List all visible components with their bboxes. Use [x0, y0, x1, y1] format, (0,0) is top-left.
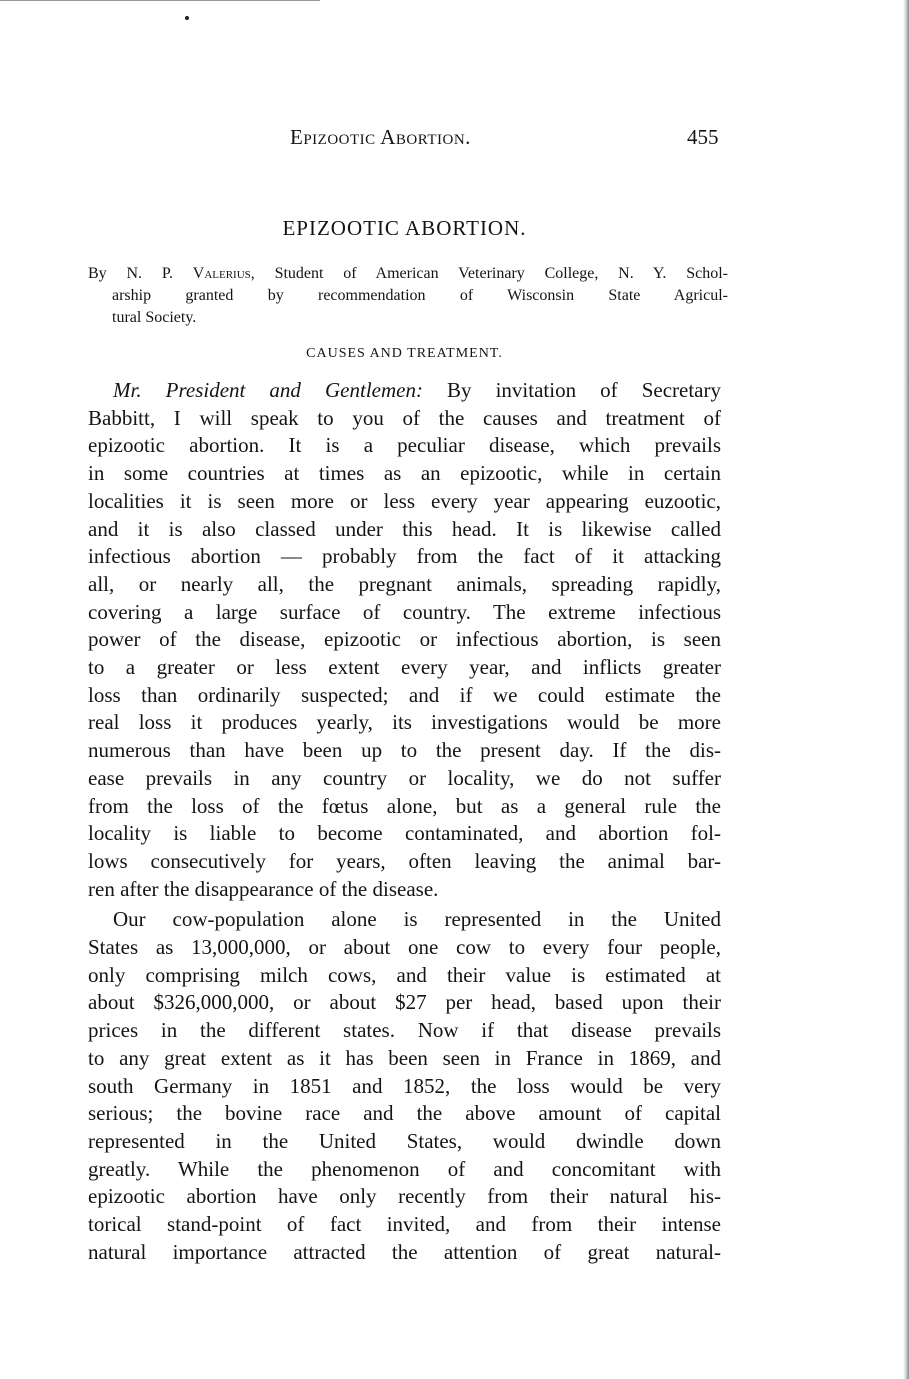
section-heading: CAUSES AND TREATMENT.	[306, 346, 503, 361]
text-line: and it is also classed under this head. It is likewise called	[88, 516, 721, 541]
byline-line: tural Society.	[112, 309, 197, 326]
scan-speck	[185, 16, 189, 20]
text-line: numerous than have been up to the present day. If the dis-	[88, 738, 721, 763]
text-line: torical stand-point of fact invited, and from their intense	[88, 1212, 721, 1237]
paragraph	[88, 906, 721, 1266]
text-line: about $326,000,000, or about $27 per head, based upon their	[88, 990, 721, 1015]
text-line: Our cow-population alone is represented in the United	[113, 907, 721, 932]
byline-line: arship granted by recommendation of Wisconsin State Agricul-	[112, 287, 728, 304]
article-title: EPIZOOTIC ABORTION.	[282, 216, 527, 240]
scan-right-edge	[903, 0, 909, 1379]
text-line: represented in the United States, would dwindle down	[88, 1128, 721, 1153]
text-line: power of the disease, epizootic or infectious abortion, is seen	[88, 627, 721, 652]
text-line: locality is liable to become contaminated, and abortion fol-	[88, 821, 721, 846]
text-line: all, or nearly all, the pregnant animals, spreading rapidly,	[88, 571, 721, 596]
text-line: epizootic abortion. It is a peculiar disease, which prevails	[88, 433, 721, 458]
text-line: ren after the disappearance of the disease.	[88, 876, 439, 901]
byline-line	[88, 263, 728, 285]
scan-top-edge	[0, 0, 320, 1]
text-line: in some countries at times as an epizootic, while in certain	[88, 461, 721, 486]
text-line: States as 13,000,000, or about one cow to every four people,	[88, 935, 721, 960]
body-text	[88, 377, 721, 1267]
text-line: Babbitt, I will speak to you of the causes and treatment of	[88, 405, 721, 430]
text-run: By invitation of Secretary	[422, 378, 721, 402]
text-line: loss than ordinarily suspected; and if we could estimate the	[88, 682, 721, 707]
text-line: natural importance attracted the attention of great natural-	[88, 1239, 721, 1264]
text-line: epizootic abortion have only recently from their natural his-	[88, 1184, 721, 1209]
author-name: Valerius	[192, 265, 251, 282]
text-line	[88, 377, 721, 405]
running-head: Epizootic Abortion.	[290, 125, 471, 149]
text-line: from the loss of the fœtus alone, but as a general rule the	[88, 793, 721, 818]
text-line: serious; the bovine race and the above amount of capital	[88, 1101, 721, 1126]
text-line: infectious abortion — probably from the fact of it attacking	[88, 544, 721, 569]
text-line: ease prevails in any country or locality, we do not suffer	[88, 765, 721, 790]
text-line: south Germany in 1851 and 1852, the loss would be very	[88, 1073, 721, 1098]
text-line: greatly. While the phenomenon of and concomitant with	[88, 1156, 721, 1181]
text-line: real loss it produces yearly, its investigations would be more	[88, 710, 721, 735]
text-line: to a greater or less extent every year, and inflicts greater	[88, 655, 721, 680]
text-line: to any great extent as it has been seen in France in 1869, and	[88, 1045, 721, 1070]
byline-text: , Student of American Veterinary College, N. Y. Schol-	[250, 265, 728, 282]
text-line: prices in the different states. Now if that disease prevails	[88, 1018, 721, 1043]
text-line: lows consecutively for years, often leaving the animal bar-	[88, 848, 721, 873]
byline	[88, 263, 728, 329]
paragraph	[88, 377, 721, 903]
byline-prefix: By N. P.	[88, 265, 193, 282]
text-line: covering a large surface of country. The extreme infectious	[88, 599, 721, 624]
page-number: 455	[687, 125, 719, 149]
text-line: only comprising milch cows, and their value is estimated at	[88, 962, 721, 987]
text-line: localities it is seen more or less every year appearing euzootic,	[88, 488, 721, 513]
salutation: Mr. President and Gentlemen:	[113, 378, 423, 402]
